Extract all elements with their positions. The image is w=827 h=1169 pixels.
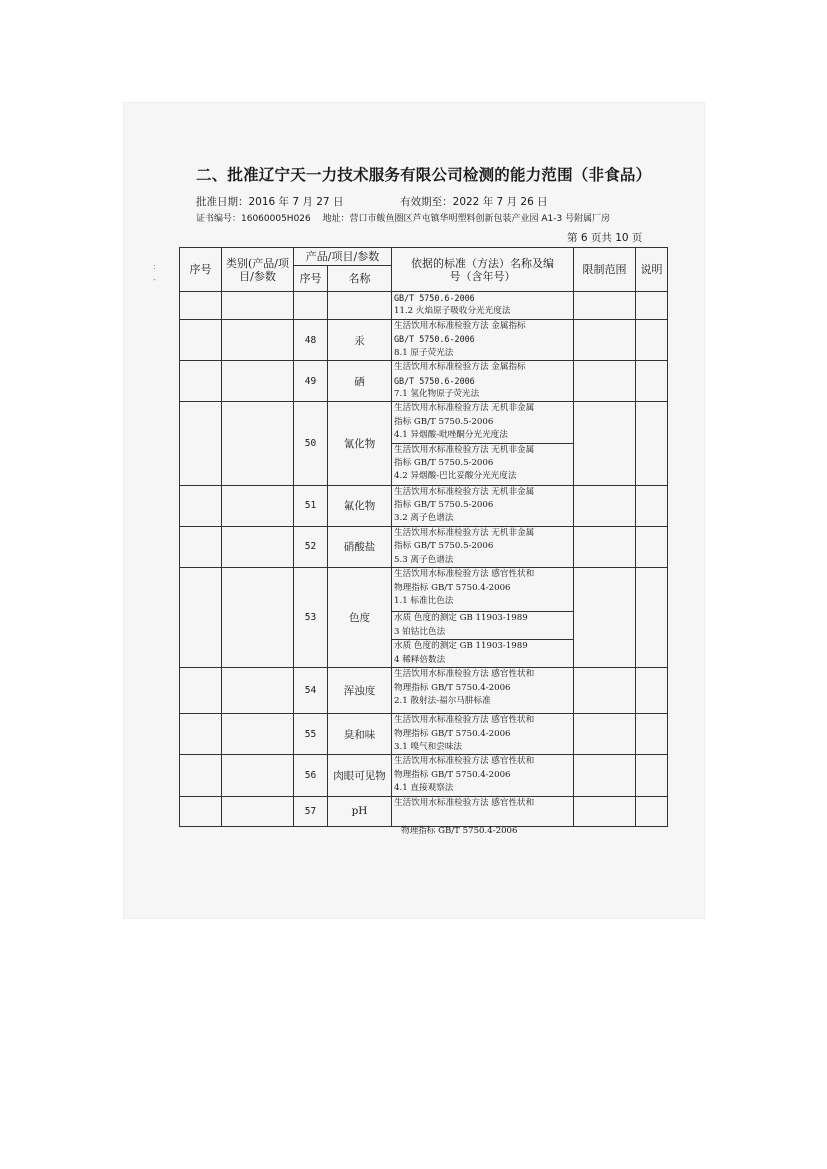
standard-cell [392, 292, 574, 320]
standard-line: 生活饮用水标准检验方法 无机非金属 [394, 486, 535, 497]
standard-line: 水质 色度的测定 GB 11903-1989 [394, 613, 528, 624]
category-cell [222, 755, 294, 796]
standard-line: 生活饮用水标准检验方法 感官性状和 [394, 569, 535, 580]
limit-cell [574, 485, 636, 526]
seq-cell [180, 796, 222, 826]
item-no-cell: 55 [294, 714, 328, 755]
seq-cell [180, 568, 222, 668]
standard-cell [392, 320, 574, 361]
item-no-cell: 53 [294, 568, 328, 668]
table-body [180, 292, 668, 827]
standard-line: 7.1 氢化物原子荧光法 [394, 389, 480, 400]
page-title: 二、批准辽宁天一力技术服务有限公司检测的能力范围（非食品） [196, 165, 652, 184]
standard-line: 物理指标 GB/T 5750.4-2006 [394, 769, 511, 780]
note-cell [636, 714, 668, 755]
limit-cell [574, 320, 636, 361]
standard-cell [392, 755, 574, 796]
cert-line [196, 211, 610, 224]
page-number: 第 6 页共 10 页 [567, 232, 643, 244]
standard-line: 物理指标 GB/T 5750.4-2006 [394, 728, 511, 739]
item-name-cell: 汞 [328, 320, 392, 361]
item-name-cell [328, 292, 392, 320]
standard-line: 4 稀释倍数法 [394, 654, 446, 665]
category-cell [222, 714, 294, 755]
header-item-no: 序号 [294, 266, 328, 292]
standard-line: 指标 GB/T 5750.5-2006 [394, 541, 494, 552]
category-cell [222, 402, 294, 485]
seq-cell [180, 361, 222, 402]
table-row [180, 668, 668, 714]
standard-line: GB/T 5750.6-2006 [394, 334, 475, 345]
seq-cell [180, 526, 222, 567]
standard-line: 2.1 散射法-福尔马肼标准 [394, 695, 491, 706]
standard-line: GB/T 5750.6-2006 [394, 375, 475, 386]
category-cell [222, 292, 294, 320]
seq-cell [180, 320, 222, 361]
item-no-cell: 56 [294, 755, 328, 796]
item-name-cell: 臭和味 [328, 714, 392, 755]
seq-cell [180, 292, 222, 320]
item-name-cell: 色度 [328, 568, 392, 668]
category-cell [222, 796, 294, 826]
item-name-cell: 肉眼可见物 [328, 755, 392, 796]
standard-line: 生活饮用水标准检验方法 无机非金属 [394, 444, 535, 455]
seq-cell [180, 668, 222, 714]
note-cell [636, 568, 668, 668]
limit-cell [574, 714, 636, 755]
table-row [180, 485, 668, 526]
limit-cell [574, 402, 636, 485]
item-no-cell: 57 [294, 796, 328, 826]
note-cell [636, 755, 668, 796]
overflow-line: 物理指标 GB/T 5750.4-2006 [401, 826, 518, 836]
item-name-cell: 浑浊度 [328, 668, 392, 714]
item-name-cell: 硒 [328, 361, 392, 402]
standard-line: 3.2 离子色谱法 [394, 513, 454, 524]
standard-line: 物理指标 GB/T 5750.4-2006 [394, 582, 511, 593]
limit-cell [574, 755, 636, 796]
approval-date: 批准日期：2016 年 7 月 27 日 [196, 196, 344, 208]
standard-line: 生活饮用水标准检验方法 金属指标 [394, 321, 526, 331]
item-no-cell: 49 [294, 361, 328, 402]
category-cell [222, 361, 294, 402]
standard-line: 生活饮用水标准检验方法 感官性状和 [394, 669, 535, 680]
standard-cell [392, 526, 574, 567]
header-limit: 限制范围 [574, 248, 636, 292]
seq-cell [180, 755, 222, 796]
category-cell [222, 568, 294, 668]
table-row [180, 755, 668, 796]
standard-cell [392, 443, 574, 485]
standard-line: 4.2 异烟酸-巴比妥酸分光光度法 [394, 471, 517, 482]
table-row [180, 320, 668, 361]
standard-line: 生活饮用水标准检验方法 感官性状和 [394, 797, 535, 808]
margin-mark: - [153, 275, 156, 284]
limit-cell [574, 668, 636, 714]
item-no-cell: 54 [294, 668, 328, 714]
margin-mark: : [153, 262, 156, 271]
standard-line: 3 铂钴比色法 [394, 626, 446, 637]
valid-until: 有效期至：2022 年 7 月 26 日 [400, 196, 548, 208]
item-no-cell: 48 [294, 320, 328, 361]
category-cell [222, 526, 294, 567]
address: 地址：营口市鲅鱼圈区芦屯镇华明塑料创新包装产业园 A1-3 号附属厂房 [322, 214, 611, 224]
standard-line: 物理指标 GB/T 5750.4-2006 [394, 682, 511, 693]
header-note: 说明 [636, 248, 668, 292]
item-name-cell: 硝酸盐 [328, 526, 392, 567]
item-no-cell: 50 [294, 402, 328, 485]
note-cell [636, 402, 668, 485]
note-cell [636, 526, 668, 567]
table-row [180, 796, 668, 826]
standard-line: 生活饮用水标准检验方法 无机非金属 [394, 403, 535, 414]
note-cell [636, 292, 668, 320]
standard-cell [392, 668, 574, 714]
standard-line: 指标 GB/T 5750.5-2006 [394, 458, 494, 469]
standard-cell [392, 485, 574, 526]
seq-cell [180, 402, 222, 485]
standard-line: 4.1 直接观察法 [394, 783, 454, 794]
standard-line: 水质 色度的测定 GB 11903-1989 [394, 641, 528, 652]
table-row [180, 402, 668, 443]
standard-line: 生活饮用水标准检验方法 无机非金属 [394, 527, 535, 538]
table-row [180, 292, 668, 320]
item-no-cell: 52 [294, 526, 328, 567]
limit-cell [574, 796, 636, 826]
standard-line: 4.1 异烟酸-吡唑酮分光光度法 [394, 430, 508, 441]
standard-cell [392, 402, 574, 443]
standard-cell [392, 361, 574, 402]
limit-cell [574, 526, 636, 567]
header-item-name: 名称 [328, 266, 392, 292]
header-standard: 依据的标准（方法）名称及编号（含年号） [392, 248, 574, 292]
limit-cell [574, 292, 636, 320]
standard-cell [392, 796, 574, 826]
standard-line: 8.1 原子荧光法 [394, 347, 454, 358]
seq-cell [180, 485, 222, 526]
table-row [180, 714, 668, 755]
note-cell [636, 796, 668, 826]
table-row [180, 526, 668, 567]
note-cell [636, 361, 668, 402]
standard-line: 指标 GB/T 5750.5-2006 [394, 416, 494, 427]
standard-line: 指标 GB/T 5750.5-2006 [394, 500, 494, 511]
standard-line: 生活饮用水标准检验方法 金属指标 [394, 362, 526, 373]
item-name-cell: pH [328, 796, 392, 826]
item-no-cell: 51 [294, 485, 328, 526]
scope-table [179, 247, 668, 827]
standard-cell [392, 612, 574, 640]
category-cell [222, 668, 294, 714]
seq-cell [180, 714, 222, 755]
standard-line: 1.1 标准比色法 [394, 595, 454, 606]
standard-cell [392, 714, 574, 755]
standard-cell [392, 568, 574, 612]
note-cell [636, 668, 668, 714]
item-no-cell [294, 292, 328, 320]
standard-line: 生活饮用水标准检验方法 感官性状和 [394, 715, 535, 726]
standard-line: 11.2 火焰原子吸收分光光度法 [394, 306, 511, 317]
note-cell [636, 320, 668, 361]
header-seq: 序号 [180, 248, 222, 292]
category-cell [222, 485, 294, 526]
standard-line: 3.1 嗅气和尝味法 [394, 741, 462, 752]
standard-line: 5.3 离子色谱法 [394, 554, 454, 565]
limit-cell [574, 568, 636, 668]
table-row [180, 361, 668, 402]
table-row [180, 568, 668, 612]
standard-cell [392, 640, 574, 668]
limit-cell [574, 361, 636, 402]
category-cell [222, 320, 294, 361]
standard-line: GB/T 5750.6-2006 [394, 293, 475, 303]
standard-line: 生活饮用水标准检验方法 感官性状和 [394, 756, 535, 767]
date-line [196, 194, 548, 209]
note-cell [636, 485, 668, 526]
item-name-cell: 氰化物 [328, 402, 392, 485]
header-category: 类别(产品/项目/参数 [222, 248, 294, 292]
header-group: 产品/项目/参数 [294, 248, 392, 266]
item-name-cell: 氟化物 [328, 485, 392, 526]
certificate-number: 证书编号：16060005H026 [196, 214, 311, 224]
